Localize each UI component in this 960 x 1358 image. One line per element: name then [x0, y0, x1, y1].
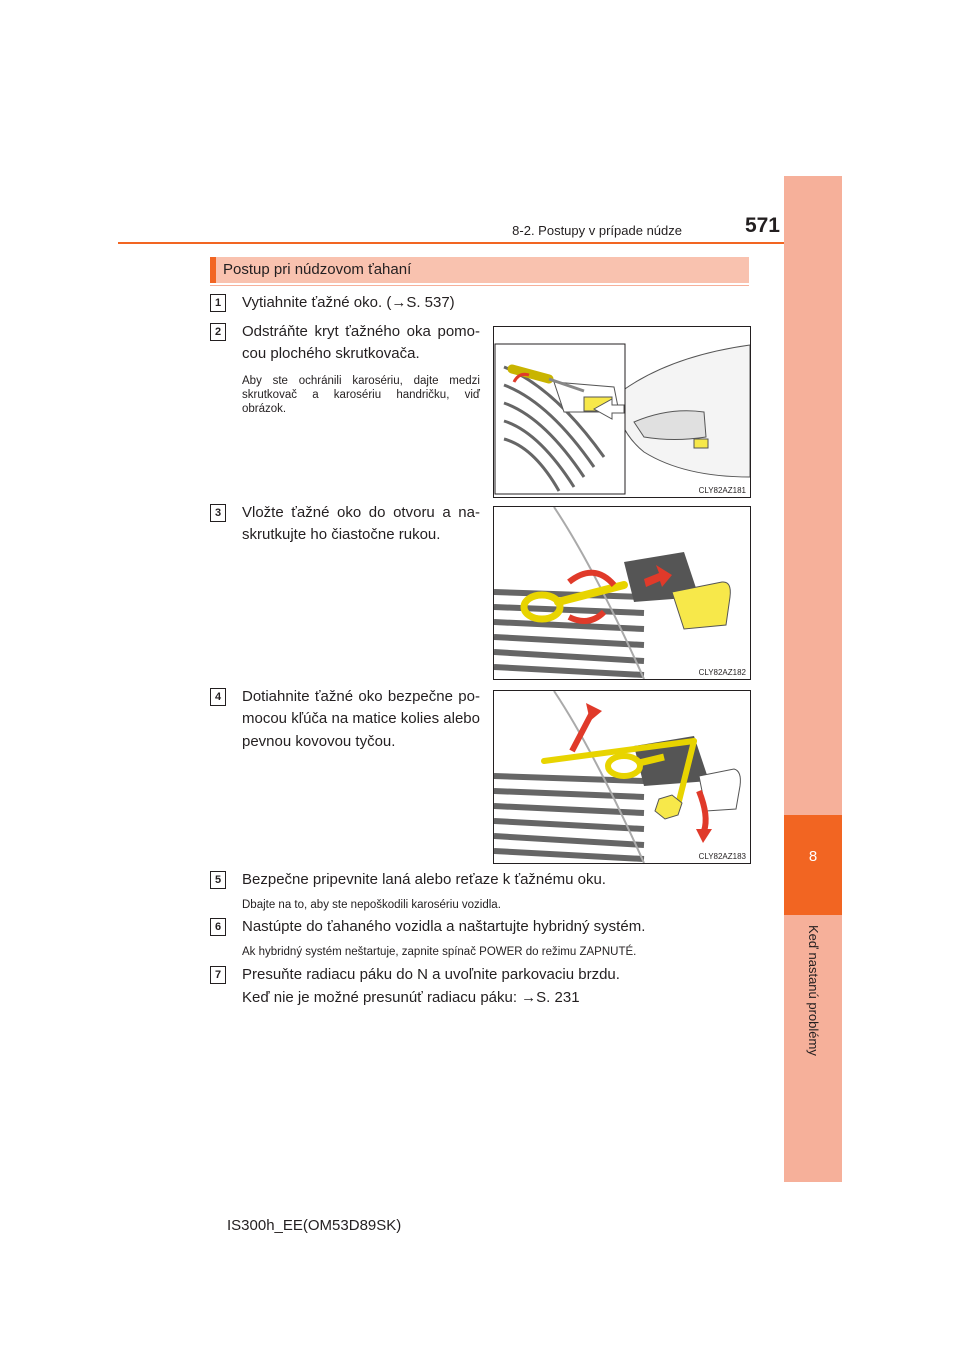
- document-code: IS300h_EE(OM53D89SK): [227, 1217, 402, 1234]
- figure-code-182: CLY82AZ182: [698, 668, 746, 677]
- step-2-note-line3: obrázok.: [242, 403, 287, 415]
- step-2-note-line1: Aby ste ochránili karosériu, dajte medzi: [242, 375, 480, 387]
- step-number-3: 3: [210, 504, 226, 522]
- figure-code-183: CLY82AZ183: [698, 852, 746, 861]
- step-number-6: 6: [210, 918, 226, 936]
- step-5-text: Bezpečne pripevnite laná alebo reťaze k ťažnému oku.: [242, 871, 606, 888]
- chapter-tab[interactable]: [784, 815, 842, 915]
- chapter-number: 8: [808, 848, 818, 865]
- figure-code-181: CLY82AZ181: [698, 486, 746, 495]
- step-5-note: Dbajte na to, aby ste nepoškodili karosériu vozidla.: [242, 899, 501, 911]
- step-number-7: 7: [210, 966, 226, 984]
- step-2-text-line2: cou plochého skrutkovača.: [242, 345, 420, 362]
- step-3-text-line1: Vložte ťažné oko do otvoru a na-: [242, 504, 480, 521]
- step-2-note-line2: skrutkovač a karosériu handričku, viď: [242, 389, 480, 401]
- step-number-1: 1: [210, 294, 226, 312]
- step-4-text-line2: mocou kľúča na matice kolies alebo: [242, 710, 480, 727]
- step-1-text: Vytiahnite ťažné oko. (→S. 537): [242, 294, 455, 311]
- remove-cover-illustration: [494, 327, 750, 497]
- step-6-text: Nastúpte do ťahaného vozidla a naštartujte hybridný systém.: [242, 918, 646, 935]
- step-6-note: Ak hybridný systém neštartuje, zapnite spínač POWER do režimu ZAPNUTÉ.: [242, 946, 637, 958]
- header-section-title: 8-2. Postupy v prípade núdze: [512, 223, 682, 238]
- step-3-text-line2: skrutkujte ho čiastočne rukou.: [242, 526, 441, 543]
- step-number-5: 5: [210, 871, 226, 889]
- figure-remove-cover: [493, 326, 751, 498]
- tighten-eye-illustration: [494, 691, 750, 863]
- section-title-underline: [210, 285, 749, 286]
- header-rule: [118, 242, 784, 244]
- step-4-text-line3: pevnou kovovou tyčou.: [242, 733, 396, 750]
- step-number-2: 2: [210, 323, 226, 341]
- section-title-accent: [210, 257, 216, 283]
- figure-insert-eye: [493, 506, 751, 680]
- insert-eye-illustration: [494, 507, 750, 679]
- chapter-title: Keď nastanú problémy: [806, 925, 821, 1056]
- page-number: 571: [744, 214, 780, 237]
- section-title: Postup pri núdzovom ťahaní: [223, 261, 412, 278]
- step-7-text-line2: Keď nie je možné presunúť radiacu páku: →S. 231: [242, 989, 580, 1006]
- step-7-text-line1: Presuňte radiacu páku do N a uvoľnite parkovaciu brzdu.: [242, 966, 620, 983]
- step-number-4: 4: [210, 688, 226, 706]
- step-4-text-line1: Dotiahnite ťažné oko bezpečne po-: [242, 688, 480, 705]
- step-2-text-line1: Odstráňte kryt ťažného oka pomo-: [242, 323, 480, 340]
- figure-tighten-eye: [493, 690, 751, 864]
